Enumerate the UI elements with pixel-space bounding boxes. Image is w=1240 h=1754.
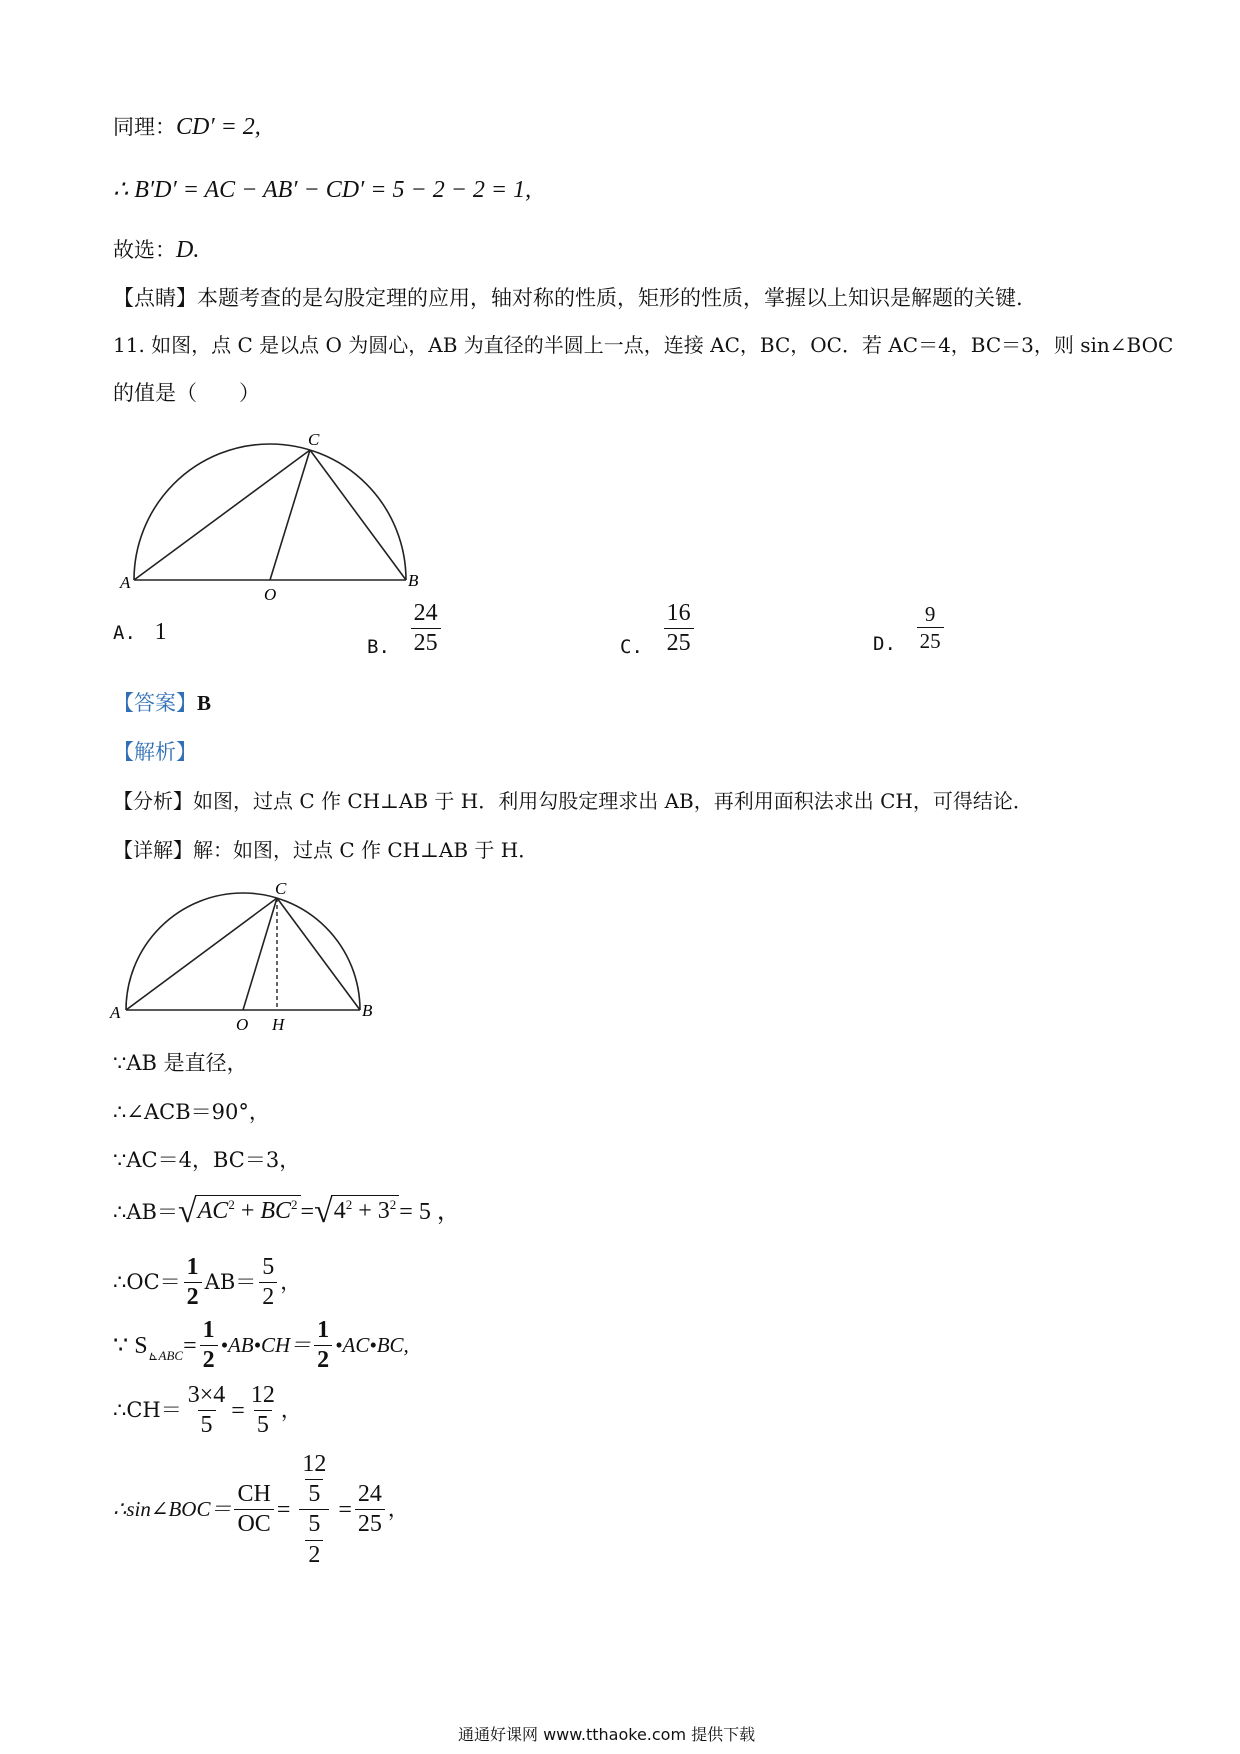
semicircle-arc xyxy=(126,893,360,1010)
denominator: 25 xyxy=(917,627,944,652)
option-value: 1 xyxy=(154,619,167,645)
term: AC xyxy=(197,1198,229,1224)
fenxi-line xyxy=(113,791,1033,811)
term: BC xyxy=(260,1198,292,1224)
denominator: 25 xyxy=(664,628,694,656)
answer-tag: 【答案】 xyxy=(113,691,197,715)
step-6 xyxy=(113,1318,409,1373)
fenxi-tag: 【分析】 xyxy=(113,789,193,813)
subscript: ⊾ABC xyxy=(147,1348,184,1364)
math-expression: D. xyxy=(176,237,200,263)
answer-line xyxy=(113,693,211,714)
term: 3 xyxy=(377,1198,390,1224)
numerator: 12 xyxy=(250,1382,275,1408)
prev-line-1 xyxy=(113,115,261,139)
step-mid: •AB•CH＝ xyxy=(220,1333,312,1358)
fraction xyxy=(184,1255,202,1310)
step-prefix: ∵ S xyxy=(113,1332,148,1359)
denominator: OC xyxy=(234,1509,273,1537)
segment-oc xyxy=(270,450,310,580)
numerator: 5 xyxy=(308,1511,321,1538)
label-o: O xyxy=(236,1015,249,1034)
segment-bc xyxy=(310,450,406,580)
label-b: B xyxy=(362,1001,373,1020)
step-prefix: ∴AB＝ xyxy=(113,1199,178,1224)
step-8 xyxy=(113,1452,409,1568)
numerator: 1 xyxy=(202,1317,215,1343)
denominator: 5 xyxy=(254,1410,272,1438)
sqrt-expression-1: √ $AC^2 + BC^2$ xyxy=(178,1195,301,1229)
comment-line xyxy=(113,288,1023,309)
label-c: C xyxy=(308,430,320,449)
denominator: 2 xyxy=(259,1282,277,1310)
comment-tag: 【点睛】 xyxy=(113,286,197,310)
step-end: ， xyxy=(280,1398,302,1423)
option-a[interactable] xyxy=(113,620,167,644)
denominator: 2 xyxy=(305,1540,323,1568)
prev-line-3 xyxy=(113,238,199,262)
term: 4 xyxy=(333,1198,346,1224)
inner-fraction xyxy=(305,1512,323,1567)
segment-ac xyxy=(126,898,277,1010)
text-prefix: 故选： xyxy=(113,238,176,262)
step-5 xyxy=(113,1255,301,1310)
denominator: 2 xyxy=(314,1345,332,1373)
analysis-tag: 【解析】 xyxy=(113,740,197,764)
step-end: •AC•BC, xyxy=(335,1333,409,1358)
footer-text: 通通好课网 www.tthaoke.com 提供下载 xyxy=(458,1725,756,1744)
label-h: H xyxy=(272,1015,285,1034)
denominator: 2 xyxy=(184,1282,202,1310)
denominator: 25 xyxy=(411,628,441,656)
equals: = xyxy=(276,1496,291,1523)
numerator: 24 xyxy=(357,1481,382,1508)
fenxi-text: 如图，过点 C 作 CH⊥AB 于 H．利用勾股定理求出 AB，再利用面积法求出 CH，可得结论． xyxy=(193,789,1033,813)
xiangjie-text: 解：如图，过点 C 作 CH⊥AB 于 H． xyxy=(193,838,539,862)
fraction xyxy=(200,1318,218,1373)
option-label: A. xyxy=(113,622,136,644)
option-label: C. xyxy=(620,636,643,659)
step-1: ∵AB 是直径， xyxy=(113,1051,248,1075)
comment-text: 本题考查的是勾股定理的应用，轴对称的性质，矩形的性质，掌握以上知识是解题的关键. xyxy=(197,286,1023,310)
fraction xyxy=(314,1318,332,1373)
denominator: 25 xyxy=(355,1509,385,1537)
denominator: 2 xyxy=(200,1345,218,1373)
math-expression: CD′ = 2, xyxy=(176,114,261,140)
step-7 xyxy=(113,1383,302,1438)
option-label: B. xyxy=(367,636,390,659)
numerator: 5 xyxy=(262,1254,275,1280)
segment-ac xyxy=(134,450,310,580)
equals: = xyxy=(231,1397,245,1424)
sqrt-expression-2: √ $4^2 + 3^2$ xyxy=(314,1195,399,1229)
step-prefix: ∴OC＝ xyxy=(113,1270,181,1295)
option-c[interactable] xyxy=(620,600,697,675)
option-fraction xyxy=(411,601,441,656)
numerator: 12 xyxy=(302,1451,327,1477)
equals: = xyxy=(300,1199,315,1225)
step-prefix: ∴sin∠BOC＝ xyxy=(113,1497,232,1522)
step-prefix: ∴CH＝ xyxy=(113,1398,182,1423)
label-a: A xyxy=(120,573,131,592)
operator: + xyxy=(352,1198,378,1224)
segment-bc xyxy=(277,898,360,1010)
fraction xyxy=(234,1482,273,1537)
complex-fraction xyxy=(293,1452,335,1568)
step-end: ， xyxy=(280,1270,302,1295)
label-b: B xyxy=(408,571,419,590)
equals: = xyxy=(183,1332,197,1359)
step-end: ， xyxy=(387,1497,409,1522)
step-3: ∵AC＝4，BC＝3， xyxy=(113,1148,301,1172)
label-a: A xyxy=(110,1003,121,1022)
option-b[interactable] xyxy=(367,600,444,675)
answer-value: B xyxy=(197,691,212,715)
result: = 5 ， xyxy=(399,1199,461,1225)
question-line-2: 的值是（ ） xyxy=(113,381,260,405)
exponent: 2 xyxy=(345,1197,353,1212)
step-mid: AB＝ xyxy=(204,1270,257,1295)
fraction xyxy=(259,1255,277,1310)
option-d[interactable] xyxy=(873,602,947,669)
xiangjie-line xyxy=(113,840,538,860)
fraction xyxy=(355,1482,385,1537)
segment-oc xyxy=(243,898,277,1010)
numerator: 16 xyxy=(666,600,691,626)
step-2: ∴∠ACB＝90°， xyxy=(113,1100,270,1124)
numerator: CH xyxy=(237,1481,271,1508)
numerator: 1 xyxy=(317,1317,330,1343)
numerator: 3×4 xyxy=(187,1382,226,1408)
exponent: 2 xyxy=(228,1197,235,1212)
semicircle-figure xyxy=(118,425,438,605)
option-label: D. xyxy=(873,633,896,656)
equals: = xyxy=(338,1496,352,1523)
step-4 xyxy=(113,1195,461,1229)
option-fraction xyxy=(917,603,944,652)
fraction xyxy=(185,1383,229,1438)
fraction xyxy=(248,1383,278,1438)
denominator: 5 xyxy=(198,1410,216,1438)
label-c: C xyxy=(275,879,287,898)
text-prefix: 同理： xyxy=(113,115,176,139)
option-fraction xyxy=(664,601,694,656)
denominator: 5 xyxy=(305,1479,323,1507)
semicircle-arc xyxy=(134,444,406,580)
prev-line-2: ∴ B′D′ = AC − AB′ − CD′ = 5 − 2 − 2 = 1, xyxy=(113,177,532,203)
question-line-1: 11. 如图，点 C 是以点 O 为圆心，AB 为直径的半圆上一点，连接 AC，BC，OC．若 AC＝4，BC＝3，则 sin∠BOC xyxy=(113,333,1174,357)
numerator: 24 xyxy=(413,600,438,626)
operator: + xyxy=(234,1198,261,1224)
semicircle-figure-with-height xyxy=(108,875,388,1035)
numerator: 9 xyxy=(924,602,936,626)
label-o: O xyxy=(264,585,277,604)
exponent: 2 xyxy=(389,1197,397,1212)
inner-fraction xyxy=(299,1452,329,1507)
xiangjie-tag: 【详解】 xyxy=(113,838,193,862)
exponent: 2 xyxy=(291,1197,298,1212)
numerator: 1 xyxy=(186,1254,199,1280)
